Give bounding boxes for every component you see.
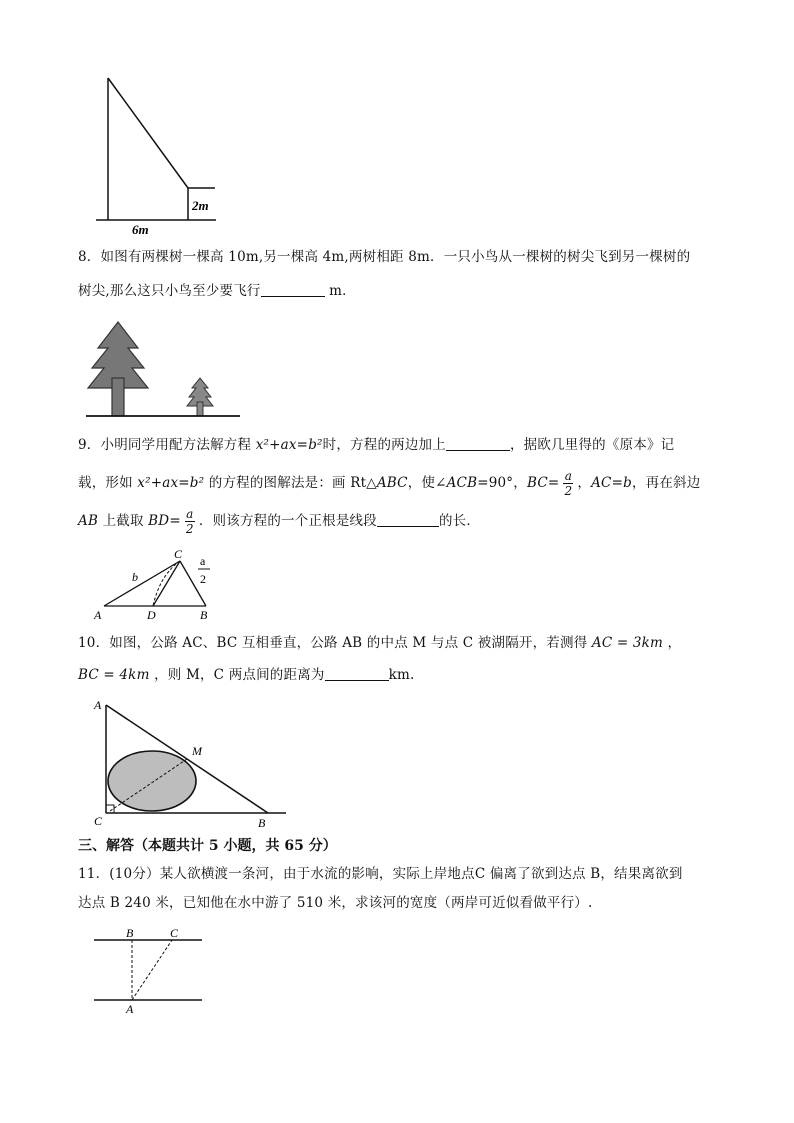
q9-text-2b: 的方程的图解法是：画 Rt△ — [204, 475, 377, 491]
q9-text-2a: 载，形如 — [78, 475, 138, 491]
big-tree-icon — [88, 322, 148, 416]
frac-num-2: a — [186, 507, 194, 521]
q9-text-2d: =90°， — [477, 475, 527, 491]
label-C: C — [94, 814, 103, 828]
q11-text-1: 11．(10分）某人欲横渡一条河，由于水流的影响，实际上岸地点C 偏离了欲到达点 B，结果离欲到 — [78, 866, 683, 882]
q9-fraction-a-over-2 — [563, 469, 573, 498]
label-A: A — [126, 1002, 134, 1016]
label-C: C — [174, 547, 183, 561]
q9-bd: BD — [148, 513, 170, 529]
label-2: 2 — [200, 572, 206, 586]
section-3-heading: 三、解答（本题共计 5 小题，共 65 分） — [78, 838, 337, 854]
q8-answer-blank[interactable] — [261, 282, 325, 297]
q10-bc-equation: BC = 4km — [78, 667, 150, 683]
label-D: D — [147, 608, 156, 622]
small-tree-icon — [187, 378, 213, 416]
q9-text-3d: 的长． — [438, 513, 481, 529]
q9-ab: AB — [78, 513, 99, 529]
q8-line1 — [78, 247, 690, 267]
label-b: b — [132, 570, 138, 584]
segment-cd — [153, 561, 180, 606]
q9-text-3c: ．则该方程的一个正根是线段 — [198, 513, 377, 529]
q9-equation-1: x²+ax=b² — [255, 437, 323, 453]
q11-line1 — [78, 864, 683, 884]
label-A: A — [94, 698, 102, 712]
lake-ellipse — [108, 751, 196, 811]
q9-text-1b: 时，方程的两边加上 — [322, 437, 446, 453]
q9-text-3a: 上截取 — [98, 513, 149, 529]
q9-fraction-a-over-2-b — [185, 507, 195, 536]
right-angle-mark — [106, 805, 114, 813]
slant-line — [108, 78, 188, 188]
q10-text-1a: 10．如图，公路 AC、BC 互相垂直，公路 AB 的中点 M 与点 C 被湖隔开，若测得 — [78, 635, 592, 651]
label-B: B — [126, 926, 134, 940]
q10-text-2b: km. — [388, 667, 415, 683]
q9-line3 — [78, 507, 480, 536]
label-B: B — [200, 608, 208, 622]
q9-text-2c: ，使∠ — [407, 475, 447, 491]
label-C: C — [170, 926, 179, 940]
figure-trees — [84, 318, 244, 420]
figure-pole-diagram — [90, 72, 230, 237]
q8-text-1: 8．如图有两棵树一棵高 10m,另一棵高 4m,两树相距 8m．一只小鸟从一棵树的树尖飞到另一棵树的 — [78, 249, 691, 265]
q10-line2 — [78, 665, 414, 685]
q8-line2 — [78, 281, 356, 301]
q9-acb: ACB — [446, 475, 478, 491]
q9-abc: ABC — [376, 475, 408, 491]
q11-line2 — [78, 893, 593, 913]
q9-text-2f: ， — [577, 475, 592, 491]
frac-den: 2 — [564, 484, 573, 498]
q9-answer-blank-1[interactable] — [446, 436, 510, 451]
dashed-ac — [132, 940, 172, 1000]
q11-text-2: 达点 B 240 米，已知他在水中游了 510 米，求该河的宽度（两岸可近似看做平行）. — [78, 895, 593, 911]
q9-bc: BC — [526, 475, 548, 491]
label-2m: 2m — [192, 198, 209, 213]
q9-text-2g: = — [611, 475, 624, 491]
q9-text-2h: ，再在斜边 — [631, 475, 701, 491]
frac-den-2: 2 — [185, 522, 194, 536]
label-B: B — [258, 816, 266, 830]
q9-text-1c: ，据欧几里得的《原本》记 — [509, 437, 675, 453]
figure-q11-river — [90, 924, 210, 1016]
figure-q10-lake — [88, 695, 298, 830]
q10-line1 — [78, 633, 681, 653]
q9-text-2e: = — [547, 475, 560, 491]
q9-text-3b: = — [169, 513, 181, 529]
figure-q9-triangle — [90, 545, 218, 625]
q9-line2 — [78, 469, 700, 498]
frac-num: a — [564, 469, 573, 483]
label-M: M — [192, 744, 202, 758]
q9-text-1a: 9．小明同学用配方法解方程 — [78, 437, 256, 453]
q9-line1 — [78, 435, 674, 455]
q10-ac-equation: AC = 3km — [591, 635, 664, 651]
side-ac — [104, 561, 180, 606]
q10-text-2a: ，则 M，C 两点间的距离为 — [149, 667, 325, 683]
label-a: a — [200, 554, 206, 568]
q9-answer-blank-2[interactable] — [377, 512, 439, 527]
q8-text-2a: 树尖,那么这只小鸟至少要飞行 — [78, 283, 261, 299]
q8-text-2b: m． — [324, 283, 356, 299]
q9-equation-2: x²+ax=b² — [137, 475, 205, 491]
label-6m: 6m — [132, 222, 149, 237]
q10-answer-blank[interactable] — [325, 666, 389, 681]
q10-text-1b: ， — [663, 635, 682, 651]
label-A: A — [94, 608, 102, 622]
q9-b: b — [623, 475, 632, 491]
q9-ac: AC — [591, 475, 612, 491]
